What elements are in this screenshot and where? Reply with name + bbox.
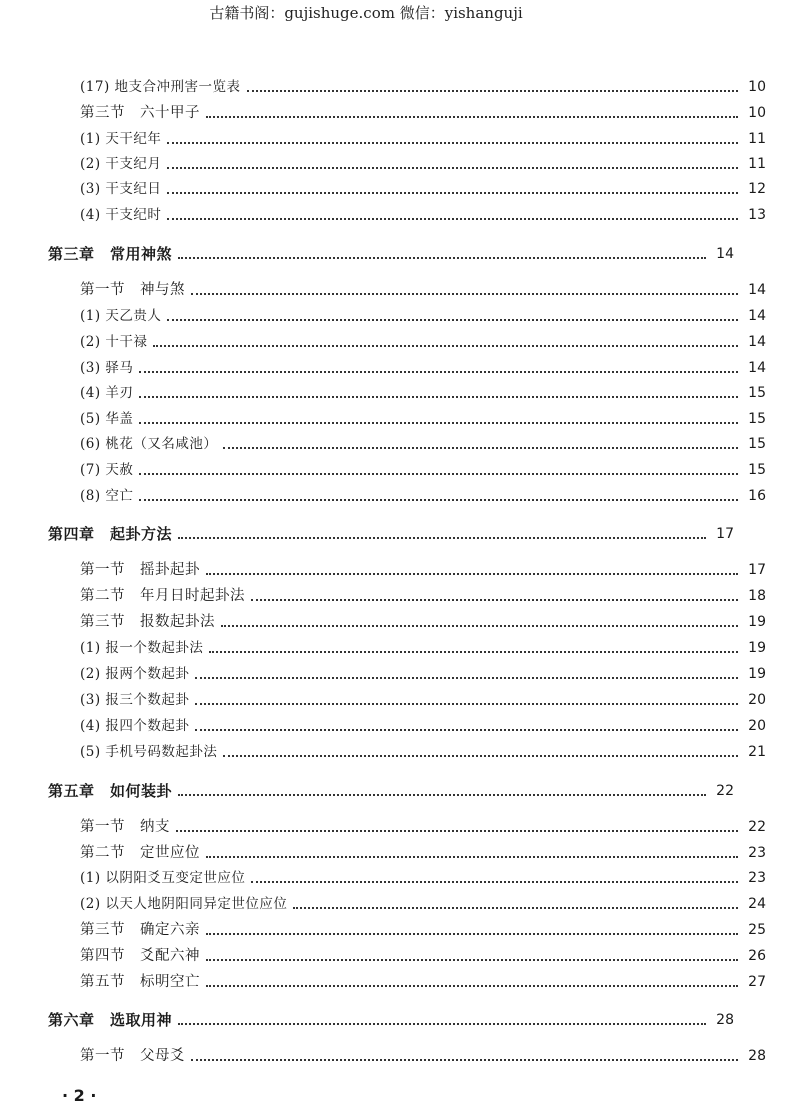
toc-item: [0, 631, 812, 657]
dot-leader: [206, 984, 738, 987]
toc-page-number: 27: [748, 974, 766, 990]
toc-page-number: 23: [748, 870, 766, 886]
toc-label: (1) 天乙贵人: [80, 308, 162, 324]
dot-leader: [178, 1022, 706, 1025]
toc-section: [0, 913, 812, 939]
toc-label: 第六章 选取用神: [48, 1011, 173, 1029]
dot-leader: [191, 292, 738, 295]
toc-item: [0, 402, 812, 428]
toc-item: [0, 657, 812, 683]
dot-leader: [167, 217, 738, 220]
dot-leader: [206, 855, 738, 858]
toc-item: [0, 683, 812, 709]
dot-leader: [167, 191, 738, 194]
dot-leader: [195, 728, 738, 731]
toc-label: (1) 报一个数起卦法: [80, 640, 204, 656]
toc-label: (4) 报四个数起卦: [80, 718, 190, 734]
toc-section: [0, 605, 812, 631]
toc-section: [0, 836, 812, 862]
dot-leader: [139, 472, 738, 475]
toc-label: (5) 手机号码数起卦法: [80, 744, 218, 760]
toc-label: (7) 天赦: [80, 462, 134, 478]
toc-page-number: 20: [748, 692, 766, 708]
toc-page-number: 22: [716, 783, 734, 799]
toc-label: (6) 桃花（又名咸池）: [80, 436, 218, 452]
toc-page-number: 13: [748, 207, 766, 223]
toc-label: 第三节 六十甲子: [80, 105, 200, 121]
toc-label: (3) 报三个数起卦: [80, 692, 190, 708]
toc-page-number: 26: [748, 948, 766, 964]
toc-item: [0, 887, 812, 913]
toc-page-number: 22: [748, 819, 766, 835]
dot-leader: [153, 344, 738, 347]
toc-label: (2) 以天人地阴阳同异定世位应位: [80, 896, 288, 912]
toc-page-number: 28: [716, 1012, 734, 1028]
toc-label: 第一节 摇卦起卦: [80, 562, 200, 578]
dot-leader: [251, 880, 738, 883]
dot-leader: [139, 395, 738, 398]
dot-leader: [167, 141, 738, 144]
toc-label: 第三章 常用神煞: [48, 245, 173, 263]
toc-label: (1) 以阴阳爻互变定世应位: [80, 870, 246, 886]
dot-leader: [167, 166, 738, 169]
toc-chapter: [0, 237, 780, 263]
toc-label: 第三节 报数起卦法: [80, 614, 215, 630]
dot-leader: [178, 793, 706, 796]
dot-leader: [178, 536, 706, 539]
toc-page-number: 17: [716, 526, 734, 542]
toc-page-number: 17: [748, 562, 766, 578]
dot-leader: [206, 115, 738, 118]
toc-label: (3) 驿马: [80, 360, 134, 376]
toc-label: 第二节 定世应位: [80, 845, 200, 861]
toc-label: 第一节 父母爻: [80, 1048, 185, 1064]
dot-leader: [191, 1058, 738, 1061]
toc-item: [0, 70, 812, 96]
dot-leader: [223, 446, 738, 449]
toc-label: (2) 报两个数起卦: [80, 666, 190, 682]
dot-leader: [176, 829, 738, 832]
toc-label: (4) 羊刃: [80, 385, 134, 401]
toc-item: [0, 147, 812, 173]
toc-label: (4) 干支纪时: [80, 207, 162, 223]
toc-section: [0, 965, 812, 991]
dot-leader: [247, 89, 738, 92]
toc-label: (17) 地支合冲刑害一览表: [80, 79, 241, 95]
dot-leader: [139, 421, 738, 424]
toc-label: 第二节 年月日时起卦法: [80, 588, 245, 604]
toc-item: [0, 709, 812, 735]
toc-page-number: 10: [748, 79, 766, 95]
toc-item: [0, 351, 812, 377]
toc-item: [0, 299, 812, 325]
dot-leader: [195, 702, 738, 705]
dot-leader: [223, 754, 738, 757]
toc-chapter: [0, 774, 780, 800]
toc-page-number: 11: [748, 156, 766, 172]
toc-section: [0, 96, 812, 122]
toc-page-number: 16: [748, 488, 766, 504]
toc-section: [0, 810, 812, 836]
toc-chapter: [0, 517, 780, 543]
toc-chapter: [0, 1003, 780, 1029]
toc-page-number: 11: [748, 131, 766, 147]
toc-label: 第五节 标明空亡: [80, 974, 200, 990]
toc-label: 第一节 神与煞: [80, 282, 185, 298]
toc-page-number: 15: [748, 385, 766, 401]
dot-leader: [206, 572, 738, 575]
toc-page-number: 15: [748, 436, 766, 452]
dot-leader: [209, 650, 738, 653]
toc-item: [0, 376, 812, 402]
toc-page-number: 24: [748, 896, 766, 912]
toc-page-number: 14: [716, 246, 734, 262]
toc-item: [0, 861, 812, 887]
dot-leader: [178, 256, 706, 259]
dot-leader: [206, 932, 738, 935]
toc-label: (2) 干支纪月: [80, 156, 162, 172]
toc-page-number: 14: [748, 282, 766, 298]
toc-label: (5) 华盖: [80, 411, 134, 427]
toc-page-number: 25: [748, 922, 766, 938]
toc-label: 第四章 起卦方法: [48, 525, 173, 543]
toc-page-number: 19: [748, 614, 766, 630]
toc-label: (1) 天干纪年: [80, 131, 162, 147]
toc-page-number: 21: [748, 744, 766, 760]
toc-page-number: 10: [748, 105, 766, 121]
toc-item: [0, 198, 812, 224]
toc-item: [0, 172, 812, 198]
toc-page-number: 15: [748, 411, 766, 427]
toc-page-number: 14: [748, 308, 766, 324]
toc-page-number: 18: [748, 588, 766, 604]
toc-page-number: 15: [748, 462, 766, 478]
dot-leader: [195, 676, 738, 679]
toc-section: [0, 939, 812, 965]
toc-label: 第三节 确定六亲: [80, 922, 200, 938]
toc-item: [0, 427, 812, 453]
toc-label: (2) 十干禄: [80, 334, 148, 350]
toc-label: 第一节 纳支: [80, 819, 170, 835]
toc-label: (3) 干支纪日: [80, 181, 162, 197]
toc-item: [0, 453, 812, 479]
toc-page-number: 28: [748, 1048, 766, 1064]
toc-page-number: 19: [748, 666, 766, 682]
dot-leader: [251, 598, 738, 601]
toc-section: [0, 553, 812, 579]
dot-leader: [167, 318, 738, 321]
toc-item: [0, 122, 812, 148]
dot-leader: [293, 906, 738, 909]
toc-label: 第五章 如何装卦: [48, 782, 173, 800]
page-number: · 2 ·: [62, 1086, 97, 1105]
toc-page-number: 14: [748, 334, 766, 350]
toc-page-number: 19: [748, 640, 766, 656]
toc-section: [0, 1039, 812, 1065]
dot-leader: [221, 624, 738, 627]
toc-label: 第四节 爻配六神: [80, 948, 200, 964]
page-header-watermark: 古籍书阁：gujishuge.com 微信：yishanguji: [209, 4, 523, 22]
toc-item: [0, 325, 812, 351]
toc-section: [0, 273, 812, 299]
toc-section: [0, 579, 812, 605]
toc-page-number: 23: [748, 845, 766, 861]
dot-leader: [139, 498, 738, 501]
toc-page-number: 20: [748, 718, 766, 734]
toc-item: [0, 479, 812, 505]
toc-page-number: 12: [748, 181, 766, 197]
toc-page-number: 14: [748, 360, 766, 376]
toc-item: [0, 735, 812, 761]
dot-leader: [206, 958, 738, 961]
dot-leader: [139, 370, 738, 373]
toc-label: (8) 空亡: [80, 488, 134, 504]
